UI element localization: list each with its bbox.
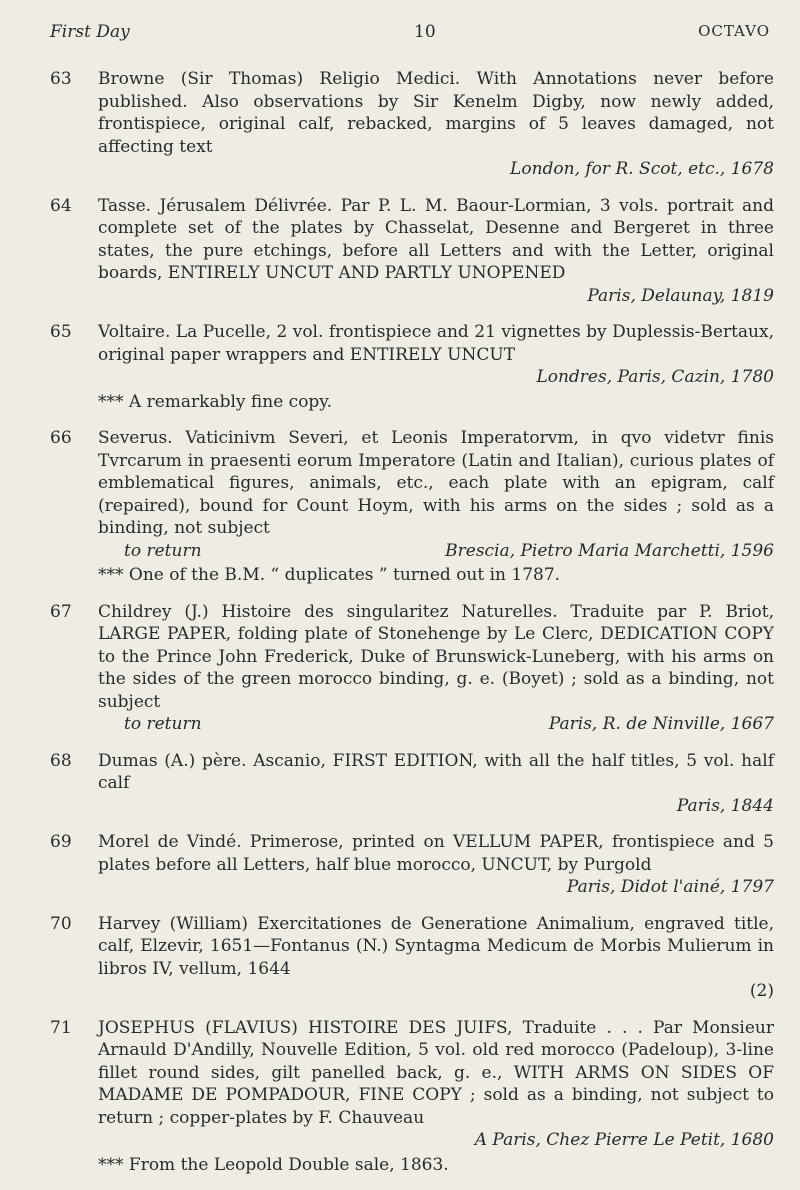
lot-number: 63 [50,69,72,89]
lot-number: 71 [50,1017,72,1038]
lot-return-note: to return [124,540,202,561]
lot-entry [50,1017,774,1177]
lot-description: Tasse. Jérusalem Délivrée. Par P. L. M. Baour-Lormian, 3 vols. portrait and complete set of the plates by Chasselat, Desenne and Bergeret in three states, the pure etchings, before all Letters and with the Letter, original boards, ENTIRELY UNCUT AND PARTLY UNOPENED [98,195,774,283]
lot-entry [50,601,774,736]
lot-entry [50,427,774,587]
lot-imprint: Paris, 1844 [676,795,774,816]
lot-imprint-line [98,540,774,563]
lot-imprint-line [98,158,774,181]
lot-description: Dumas (A.) père. Ascanio, FIRST EDITION, with all the half titles, 5 vol. half calf [98,750,774,793]
lot-note: *** From the Leopold Double sale, 1863. [98,1154,449,1175]
day-label: First Day [50,22,130,42]
lot-note: *** One of the B.M. “ duplicates ” turned out in 1787. [98,565,561,585]
lot-return-note: to return [124,714,202,734]
lot-imprint-line [98,366,774,389]
lot-entry [50,68,774,181]
lot-imprint: A Paris, Chez Pierre Le Petit, 1680 [474,1130,774,1150]
lot-imprint: Paris, R. de Ninville, 1667 [548,714,774,734]
lot-entry [50,750,774,818]
lot-imprint-line [98,285,774,308]
lot-description: Morel de Vindé. Primerose, printed on VELLUM PAPER, frontispiece and 5 plates before all Letters, half blue morocco, UNCUT, by Purgold [98,832,774,875]
page-header [50,22,770,48]
lot-entry [50,195,774,308]
lot-description: JOSEPHUS (FLAVIUS) HISTOIRE DES JUIFS, Traduite . . . Par Monsieur Arnauld D'Andilly, Nouvelle Edition, 5 vol. old red morocco (Padeloup), 3-line fillet round sides, gilt panelled back, g. e., WITH ARMS ON SIDES OF MADAME DE POMPADOUR, FINE COPY ; sold as a binding, not subject to return ; copper-plates by F. Chauveau [98,1017,774,1128]
lot-imprint-line [98,876,774,899]
lot-entry [50,831,774,899]
lot-imprint-line [98,795,774,818]
lot-number: 67 [50,601,72,622]
lot-quantity: (2) [749,981,774,1001]
lot-imprint-line [98,980,774,1003]
lot-description: Browne (Sir Thomas) Religio Medici. With Annotations never before published. Also observations by Sir Kenelm Digby, now newly added, frontispiece, original calf, rebacked, margins of 5 leaves damaged, not affecting text [98,69,774,157]
lot-imprint: Paris, Didot l'ainé, 1797 [566,877,774,897]
lot-number: 65 [50,322,72,342]
lot-number: 69 [50,832,72,852]
lot-number: 64 [50,195,72,216]
lot-note: *** A remarkably fine copy. [98,391,333,412]
lot-imprint-line [98,1129,774,1152]
lot-imprint: Brescia, Pietro Maria Marchetti, 1596 [445,540,774,561]
lot-imprint: London, for R. Scot, etc., 1678 [510,159,774,179]
lot-description: Severus. Vaticinivm Severi, et Leonis Imperatorvm, in qvo videtvr finis Tvrcarum in praesenti eorum Imperatore (Latin and Italian), curious plates of emblematical figures, animals, etc., each plate with an epigram, calf (repaired), bound for Count Hoym, with his arms on the sides ; sold as a binding, not subject [98,428,774,538]
lot-imprint: Paris, Delaunay, 1819 [587,285,774,306]
lot-number: 66 [50,428,72,448]
lot-imprint-line [98,713,774,736]
lot-imprint: Londres, Paris, Cazin, 1780 [536,367,774,387]
lot-description: Voltaire. La Pucelle, 2 vol. frontispiece and 21 vignettes by Duplessis-Bertaux, original paper wrappers and ENTIRELY UNCUT [98,322,774,365]
lot-entry [50,913,774,1003]
lot-description: Childrey (J.) Histoire des singularitez Naturelles. Traduite par P. Briot, LARGE PAPER, folding plate of Stonehenge by Le Clerc, DEDICATION COPY to the Prince John Frederick, Duke of Brunswick-Luneberg, with his arms on the sides of the green morocco binding, g. e. (Boyet) ; sold as a binding, not subject [98,601,774,712]
lot-list [50,68,774,1190]
lot-description: Harvey (William) Exercitationes de Generatione Animalium, engraved title, calf, Elzevir, 1651—Fontanus (N.) Syntagma Medicum de Morbis Mulierum in libros IV, vellum, 1644 [98,913,774,979]
format-label: OCTAVO [698,22,770,40]
page-number: 10 [414,22,436,42]
lot-number: 70 [50,913,72,934]
lot-entry [50,321,774,413]
lot-number: 68 [50,750,72,771]
